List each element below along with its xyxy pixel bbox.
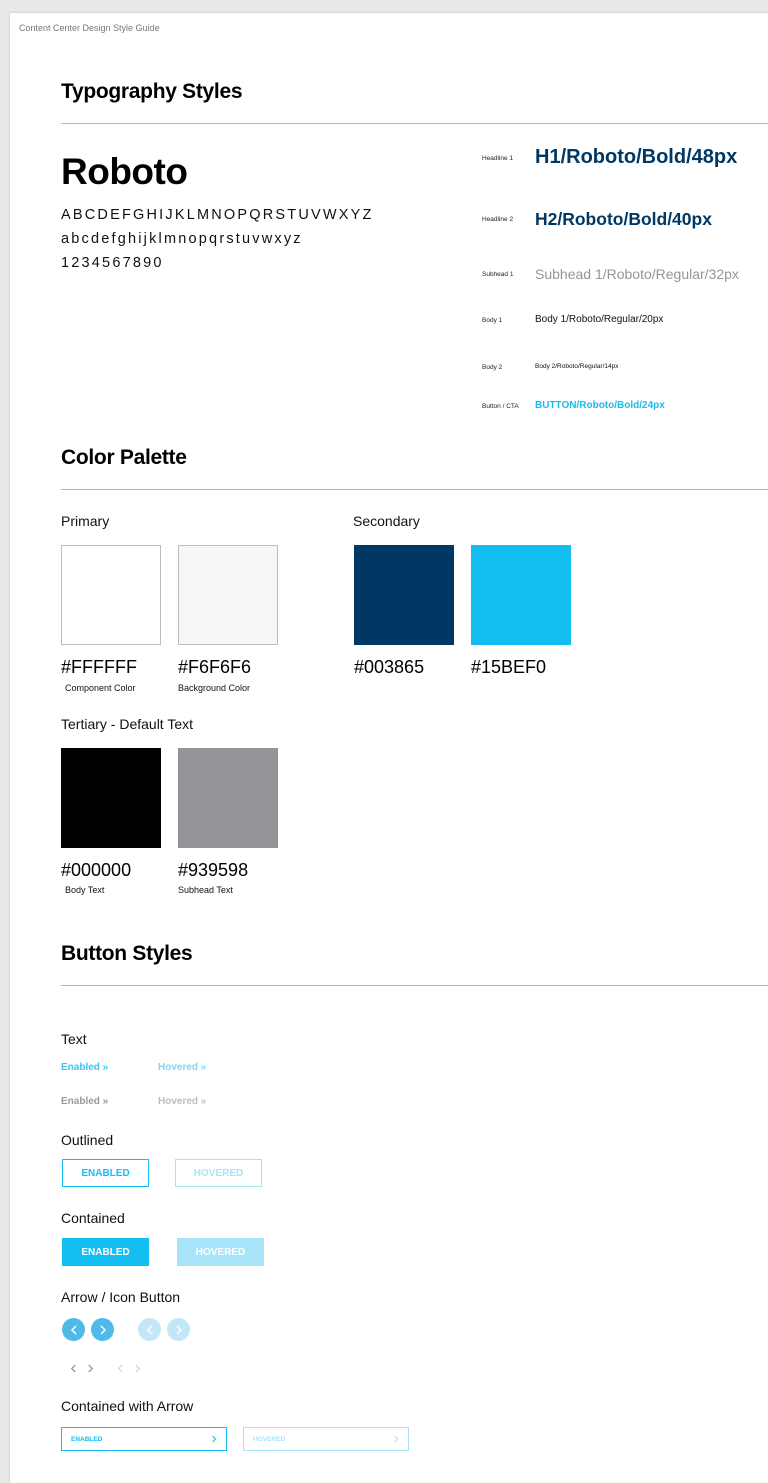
caption-body-text: Body Text: [65, 885, 105, 895]
arrow-button-right-enabled[interactable]: [91, 1318, 114, 1341]
spec-sample-body1: Body 1/Roboto/Regular/20px: [535, 314, 664, 325]
digit-glyphs: 1234567890: [61, 255, 164, 271]
chevron-right-icon: [175, 1325, 183, 1335]
hex-f6f6f6: #F6F6F6: [178, 657, 252, 677]
glyph-samples: [61, 203, 374, 275]
spec-sample-body2: Body 2/Roboto/Regular/14px: [535, 363, 619, 370]
button-divider: [61, 985, 768, 986]
text-button-hovered-gray[interactable]: Hovered »: [158, 1096, 207, 1107]
text-button-enabled-gray[interactable]: Enabled »: [61, 1096, 109, 1107]
spec-label-button: Button / CTA: [482, 403, 519, 410]
color-section-title: Color Palette: [61, 446, 187, 469]
outlined-buttons-label: Outlined: [61, 1132, 114, 1148]
hex-000000: #000000: [61, 860, 132, 880]
spec-label-subhead1: Subhead 1: [482, 271, 514, 278]
spec-sample-button: BUTTON/Roboto/Bold/24px: [535, 400, 665, 411]
contained-arrow-button-hovered[interactable]: [243, 1427, 409, 1451]
contained-button-hovered[interactable]: HOVERED: [177, 1238, 264, 1266]
chevron-right-icon: [99, 1325, 107, 1335]
lowercase-glyphs: abcdefghijklmnopqrstuvwxyz: [61, 231, 303, 247]
spec-label-body1: Body 1: [482, 317, 503, 324]
contained-arrow-button-enabled[interactable]: [61, 1427, 227, 1451]
outlined-button-enabled[interactable]: ENABLED: [62, 1159, 149, 1187]
arrow-button-left-hovered[interactable]: [138, 1318, 161, 1341]
contained-button-enabled[interactable]: ENABLED: [62, 1238, 149, 1266]
hex-15bef0: #15BEF0: [471, 657, 547, 677]
text-buttons-label: Text: [61, 1031, 87, 1047]
outlined-button-hovered[interactable]: HOVERED: [175, 1159, 262, 1187]
caption-subhead-text: Subhead Text: [178, 885, 233, 895]
chevron-left-plain-hovered[interactable]: [114, 1361, 126, 1375]
color-divider: [61, 489, 768, 490]
hex-003865: #003865: [354, 657, 425, 677]
spec-label-h2: Headline 2: [482, 216, 514, 223]
document-title: Content Center Design Style Guide: [19, 23, 160, 33]
swatch-f6f6f6: [178, 545, 278, 645]
swatch-003865: [354, 545, 454, 645]
arrow-buttons-label: Arrow / Icon Button: [61, 1289, 181, 1305]
text-button-hovered-blue[interactable]: Hovered »: [158, 1062, 207, 1073]
tertiary-label: Tertiary - Default Text: [61, 716, 194, 732]
button-section-title: Button Styles: [61, 942, 193, 965]
chevron-right-plain-enabled[interactable]: [84, 1361, 96, 1375]
contained-arrow-enabled-label: ENABLED: [71, 1435, 103, 1443]
arrow-button-right-hovered[interactable]: [167, 1318, 190, 1341]
spec-sample-h1: H1/Roboto/Bold/48px: [535, 146, 738, 168]
chevron-right-plain-hovered[interactable]: [131, 1361, 143, 1375]
swatch-15bef0: [471, 545, 571, 645]
spec-label-h1: Headline 1: [482, 155, 514, 162]
swatch-939598: [178, 748, 278, 848]
chevron-left-icon: [146, 1325, 154, 1335]
contained-arrow-hovered-label: HOVERED: [253, 1435, 286, 1443]
swatch-ffffff: [61, 545, 161, 645]
typography-section-title: Typography Styles: [61, 80, 243, 103]
contained-buttons-label: Contained: [61, 1210, 125, 1226]
contained-arrow-label: Contained with Arrow: [61, 1398, 194, 1414]
spec-label-body2: Body 2: [482, 364, 503, 371]
secondary-label: Secondary: [353, 513, 420, 529]
style-guide-page: [10, 13, 768, 1483]
hex-ffffff: #FFFFFF: [61, 657, 137, 677]
swatch-000000: [61, 748, 161, 848]
chevron-left-icon: [117, 1364, 124, 1373]
primary-label: Primary: [61, 513, 110, 529]
caption-component-color: Component Color: [65, 683, 136, 693]
chevron-left-plain-enabled[interactable]: [67, 1361, 79, 1375]
caption-background-color: Background Color: [178, 683, 251, 693]
chevron-right-icon: [393, 1435, 399, 1443]
text-button-enabled-blue[interactable]: Enabled »: [61, 1062, 109, 1073]
chevron-right-icon: [87, 1364, 94, 1373]
chevron-left-icon: [70, 1364, 77, 1373]
hex-939598: #939598: [178, 860, 249, 880]
font-family-name: Roboto: [61, 151, 188, 192]
typography-divider: [61, 123, 768, 124]
arrow-button-left-enabled[interactable]: [62, 1318, 85, 1341]
spec-sample-subhead1: Subhead 1/Roboto/Regular/32px: [535, 266, 739, 282]
chevron-right-icon: [134, 1364, 141, 1373]
chevron-right-icon: [211, 1435, 217, 1443]
spec-sample-h2: H2/Roboto/Bold/40px: [535, 209, 712, 229]
uppercase-glyphs: ABCDEFGHIJKLMNOPQRSTUVWXYZ: [61, 207, 374, 223]
chevron-left-icon: [70, 1325, 78, 1335]
